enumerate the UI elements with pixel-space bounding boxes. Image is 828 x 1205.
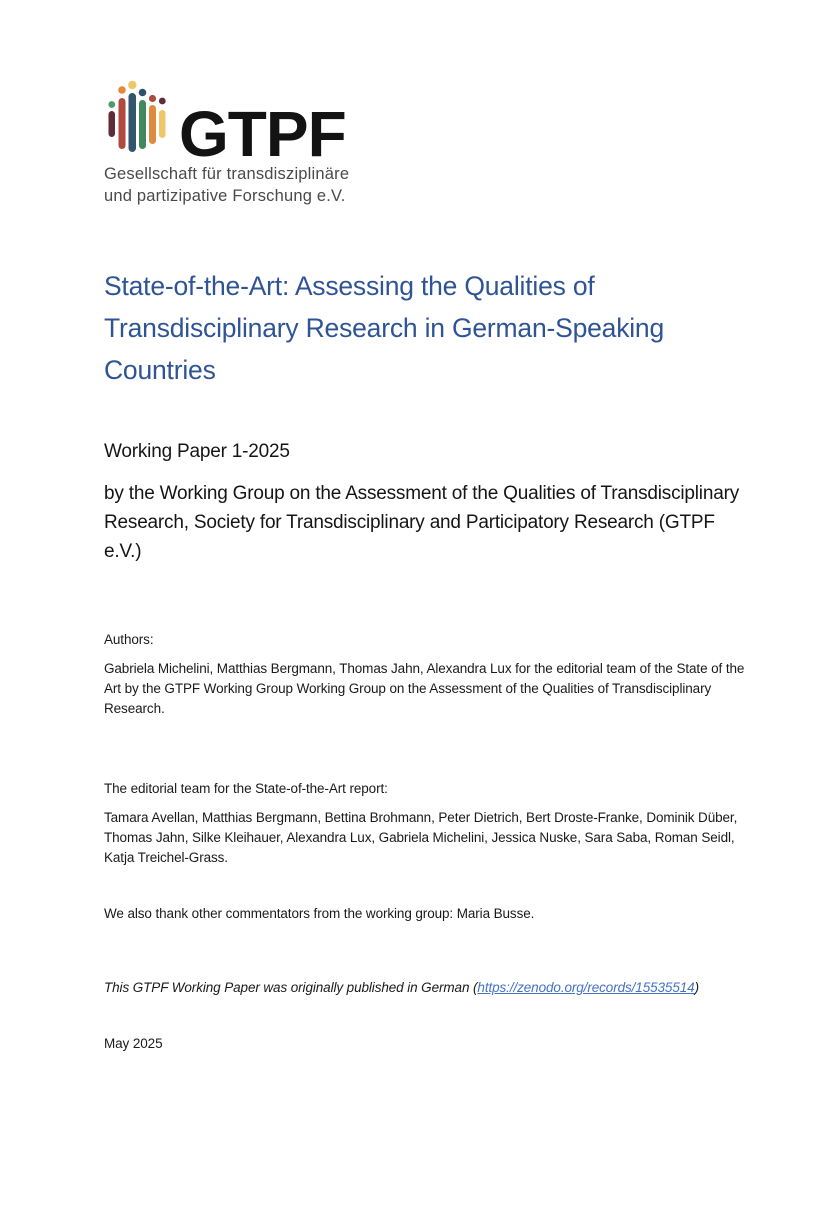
publication-note-suffix: ) bbox=[694, 980, 699, 995]
zenodo-link[interactable]: https://zenodo.org/records/15535514 bbox=[477, 980, 695, 995]
logo-tagline bbox=[104, 163, 744, 207]
authors-heading: Authors: bbox=[104, 632, 154, 647]
byline: by the Working Group on the Assessment of the Qualities of Transdisciplinary Research, Society for Transdisciplinary and Participatory Research (GTPF e.V.) bbox=[104, 483, 739, 562]
logo-tagline-line1: Gesellschaft für transdisziplinäre bbox=[104, 165, 350, 183]
editorial-team-text: Tamara Avellan, Matthias Bergmann, Bettina Brohmann, Peter Dietrich, Bert Droste-Franke, Dominik Düber, Thomas Jahn, Silke Kleihauer, Alexandra Lux, Gabriela Michelini, Jessica Nuske, Sara Saba, Roman Seidl, Katja Treichel-Grass. bbox=[104, 810, 738, 865]
working-paper-number: Working Paper 1-2025 bbox=[104, 441, 290, 462]
editorial-team-heading: The editorial team for the State-of-the-Art report: bbox=[104, 781, 388, 796]
paper-title: State-of-the-Art: Assessing the Qualities of Transdisciplinary Research in German-Speaking Countries bbox=[104, 271, 665, 385]
people-bars-icon bbox=[104, 78, 172, 154]
gtpf-logo bbox=[104, 78, 744, 170]
logo-acronym: GTPF bbox=[179, 98, 346, 170]
authors-text: Gabriela Michelini, Matthias Bergmann, Thomas Jahn, Alexandra Lux for the editorial team of the State of the Art by the GTPF Working Group Working Group on the Assessment of the Qualities of Transdisciplinary Research. bbox=[104, 661, 745, 716]
publication-date: May 2025 bbox=[104, 1036, 163, 1051]
acknowledgment-text: We also thank other commentators from the working group: Maria Busse. bbox=[104, 906, 535, 921]
logo-tagline-line2: und partizipative Forschung e.V. bbox=[104, 187, 346, 205]
publication-note-prefix: This GTPF Working Paper was originally published in German ( bbox=[104, 980, 478, 995]
publication-note bbox=[104, 977, 744, 998]
